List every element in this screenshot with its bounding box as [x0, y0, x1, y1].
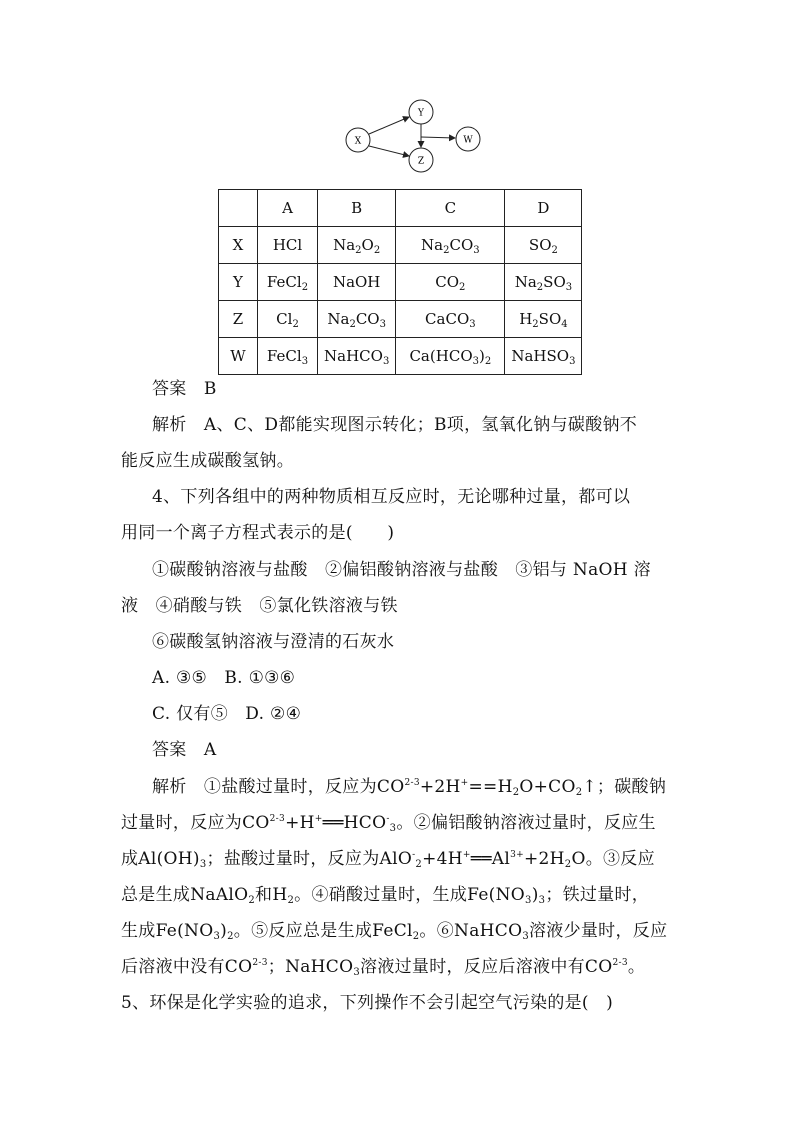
analysis-text: 。②偏铝酸钠溶液过量时，反应生: [396, 813, 656, 833]
table-row: [219, 227, 582, 264]
q4-analysis-line-6: [121, 955, 681, 979]
subscript: 3: [213, 931, 221, 942]
subscript: 3: [522, 931, 529, 942]
table-cell: NaHSO$_3$: [505, 338, 582, 375]
analysis-text: +2H: [524, 849, 565, 869]
table-cell: FeCl$_3$: [258, 338, 318, 375]
table-header-cell: B: [318, 190, 396, 227]
analysis-text: 解析 ①盐酸过量时，反应为CO: [152, 777, 405, 797]
superscript: 2-3: [612, 958, 628, 968]
analysis-text: ): [531, 885, 539, 905]
analysis-text: 生成Fe(NO: [121, 921, 214, 941]
q4-analysis-line-1: [152, 775, 712, 799]
q4-options-line-3: ⑥碳酸氢钠溶液与澄清的石灰水: [152, 632, 395, 652]
table-cell: NaOH: [318, 264, 396, 301]
q4-stem-line-2: 用同一个离子方程式表示的是( ): [121, 523, 395, 543]
analysis-text: ==H: [468, 777, 513, 797]
analysis-text: 后溶液中没有CO: [121, 957, 253, 977]
table-cell: HCl: [258, 227, 318, 264]
analysis-text: 。⑥NaHCO: [419, 921, 523, 941]
analysis-text: 。⑤反应总是生成FeCl: [233, 921, 413, 941]
analysis-text: +4H: [422, 849, 463, 869]
q3-analysis-line-2: 能反应生成碳酸氢钠。: [121, 451, 294, 471]
arrow-x-to-z: [369, 146, 409, 156]
superscript: -: [412, 850, 416, 860]
analysis-text: +2H: [419, 777, 461, 797]
analysis-text: ；NaHCO: [267, 957, 354, 977]
q4-analysis-line-4: [121, 883, 681, 907]
subscript: 2: [575, 787, 583, 798]
table-cell: $Na_2CO_3$: [396, 227, 505, 264]
analysis-text: ══HCO: [322, 813, 387, 833]
table-row: [219, 264, 582, 301]
q5-stem: 5、环保是化学实验的追求，下列操作不会引起空气污染的是( ): [121, 993, 614, 1013]
subscript: 2: [248, 895, 256, 906]
subscript: 2: [512, 787, 520, 798]
analysis-text: 溶液过量时，反应后溶液中有CO: [360, 957, 613, 977]
superscript: +: [462, 850, 471, 860]
subscript: 2: [415, 859, 423, 870]
q4-analysis-line-5: [121, 919, 681, 943]
subscript: 2: [412, 931, 420, 942]
subscript: 2: [227, 931, 234, 942]
table-cell: $H_2SO_4$: [505, 301, 582, 338]
subscript: 3: [353, 967, 361, 978]
superscript: 2-3: [252, 958, 268, 968]
options-table: [218, 189, 582, 375]
analysis-text: ；铁过量时，: [545, 885, 650, 905]
table-cell: $CO_2$: [396, 264, 505, 301]
analysis-text: 。④硝酸过量时，生成Fe(NO: [294, 885, 526, 905]
row-label-cell: Y: [219, 264, 258, 301]
table-cell: $Ca(HCO_3)_2$: [396, 338, 505, 375]
analysis-text: ↑；碳酸钠: [582, 777, 667, 797]
table-cell: CaCO$_3$: [396, 301, 505, 338]
table-header-cell: C: [396, 190, 505, 227]
table-header-row: [219, 190, 582, 227]
superscript: 3+: [510, 850, 524, 860]
superscript: -: [386, 814, 390, 824]
subscript: 3: [538, 895, 546, 906]
table-cell: FeCl$_2$: [258, 264, 318, 301]
table-row: [219, 338, 582, 375]
q4-answer: 答案 A: [152, 740, 217, 760]
superscript: 2-3: [269, 814, 286, 824]
q3-analysis-line-1: 解析 A、C、D都能实现图示转化；B项，氢氧化钠与碳酸钠不: [152, 415, 638, 435]
superscript: 2-3: [404, 778, 420, 788]
reaction-diagram: [340, 97, 490, 177]
analysis-text: ══Al: [470, 849, 511, 869]
row-label-cell: X: [219, 227, 258, 264]
analysis-text: ): [220, 921, 228, 941]
q4-analysis-line-3: [121, 847, 681, 871]
q4-stem-line-1: 4、下列各组中的两种物质相互反应时，无论哪种过量，都可以: [152, 487, 631, 507]
node-w-label: W: [463, 135, 473, 146]
table-cell: $SO_2$: [505, 227, 582, 264]
row-label-cell: W: [219, 338, 258, 375]
row-label-cell: Z: [219, 301, 258, 338]
q4-choices-cd: C. 仅有⑤ D. ②④: [152, 704, 302, 724]
q4-options-line-2: 液 ④硝酸与铁 ⑤氯化铁溶液与铁: [121, 596, 398, 616]
subscript: 2: [564, 859, 572, 870]
q4-options-line-1: ①碳酸钠溶液与盐酸 ②偏铝酸钠溶液与盐酸 ③铝与 NaOH 溶: [152, 560, 651, 580]
subscript: 3: [525, 895, 532, 906]
table-header-cell: D: [505, 190, 582, 227]
analysis-text: O。③反应: [571, 849, 655, 869]
table-cell: [219, 190, 258, 227]
subscript: 2: [287, 895, 295, 906]
arrow-x-to-y: [369, 117, 409, 134]
analysis-text: 成Al(OH): [121, 849, 200, 869]
q4-analysis-line-2: [121, 811, 681, 835]
table-cell: $Cl_2$: [258, 301, 318, 338]
subscript: 3: [389, 823, 397, 834]
analysis-text: 总是生成NaAlO: [121, 885, 249, 905]
node-y-label: Y: [418, 108, 424, 119]
q3-answer: 答案 B: [152, 379, 217, 399]
analysis-text: O+CO: [519, 777, 576, 797]
superscript: +: [314, 814, 323, 824]
superscript: +: [460, 778, 469, 788]
analysis-text: +H: [285, 813, 315, 833]
node-z-label: Z: [417, 156, 425, 167]
subscript: 3: [199, 859, 207, 870]
analysis-text: 溶液少量时，反应: [528, 921, 668, 941]
table-cell: $Na_2SO_3$: [505, 264, 582, 301]
table-header-cell: A: [258, 190, 318, 227]
table-cell: $Na_2CO_3$: [318, 301, 396, 338]
table-row: [219, 301, 582, 338]
analysis-text: 过量时，反应为CO: [121, 813, 270, 833]
analysis-text: 和H: [255, 885, 288, 905]
arrow-to-w: [421, 137, 455, 138]
analysis-text: ；盐酸过量时，反应为AlO: [206, 849, 413, 869]
analysis-text: 。: [627, 957, 646, 977]
node-x-label: X: [354, 136, 362, 147]
table-cell: NaHCO$_3$: [318, 338, 396, 375]
table-cell: $Na_2O_2$: [318, 227, 396, 264]
q4-choices-ab: A. ③⑤ B. ①③⑥: [152, 668, 296, 688]
